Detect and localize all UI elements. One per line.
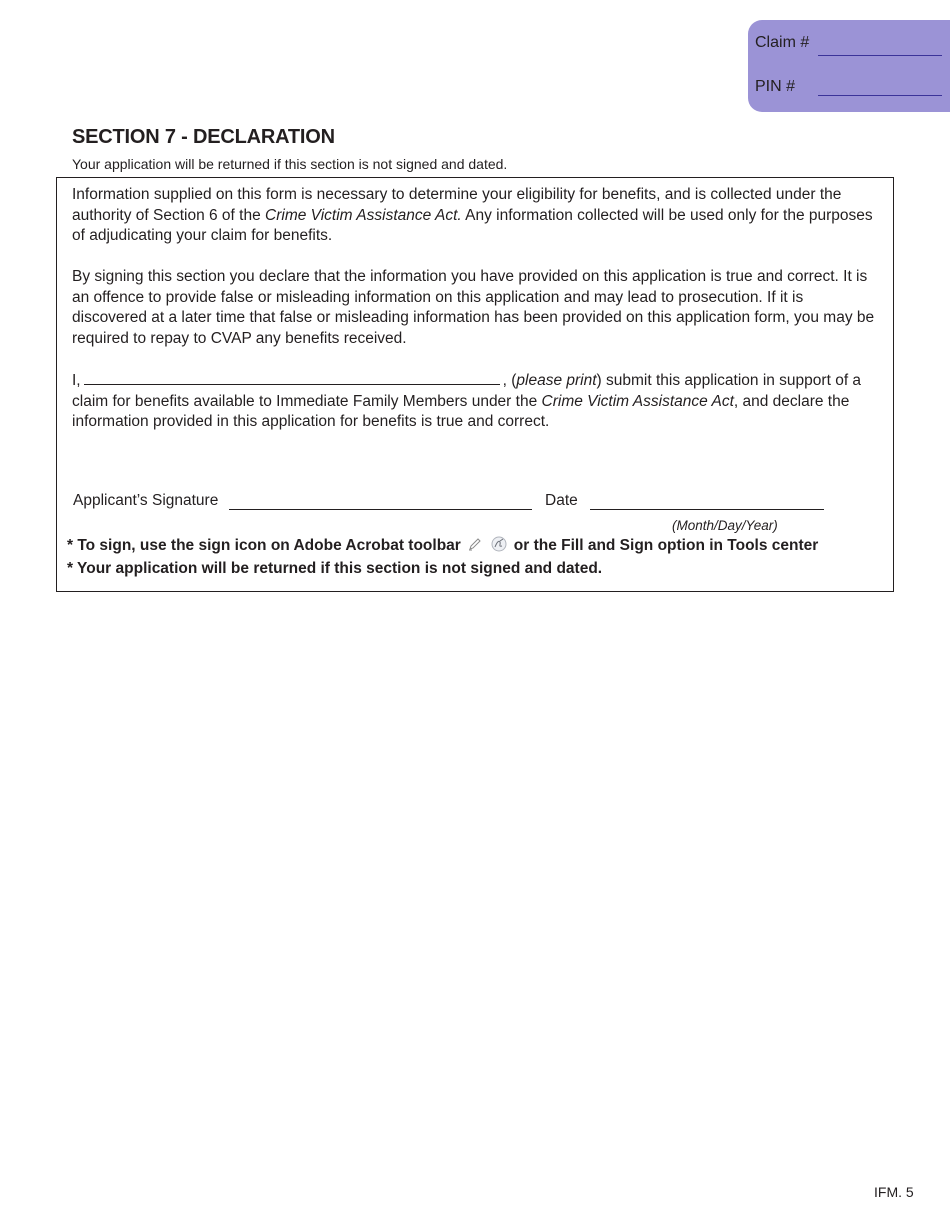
printed-name-field[interactable] bbox=[84, 370, 500, 385]
act-name: Crime Victim Assistance Act. bbox=[265, 206, 462, 224]
attestation-print-open: , ( bbox=[502, 372, 517, 389]
signing-instruction-b: or the Fill and Sign option in Tools center bbox=[513, 537, 819, 554]
privacy-text-b: Any information collected will be used only for the purposes of adjudicating your claim for benefits. bbox=[72, 206, 873, 245]
attestation-text-c: , and declare the information provided in this application for benefits is true and correct. bbox=[72, 392, 850, 431]
sign-icon bbox=[491, 536, 507, 552]
section-title: SECTION 7 - DECLARATION bbox=[72, 126, 335, 148]
signing-instruction-a: * To sign, use the sign icon on Adobe Acrobat toolbar bbox=[67, 537, 461, 554]
claim-number-label: Claim # bbox=[755, 34, 810, 51]
privacy-text-a: Information supplied on this form is necessary to determine your eligibility for benefits, and is collected under the authority of Section 6 of the bbox=[72, 186, 842, 224]
signature-label: Applicant’s Signature bbox=[73, 492, 219, 509]
please-print-note: please print bbox=[516, 372, 597, 389]
attestation-paragraph bbox=[72, 370, 880, 433]
date-field[interactable] bbox=[590, 509, 824, 510]
date-format-hint: (Month/Day/Year) bbox=[672, 518, 778, 533]
form-code: IFM. 5 bbox=[874, 1184, 914, 1200]
date-label: Date bbox=[545, 492, 578, 509]
section-subtitle: Your application will be returned if this section is not signed and dated. bbox=[72, 156, 508, 172]
pin-number-field[interactable] bbox=[818, 95, 942, 96]
privacy-paragraph bbox=[72, 185, 880, 247]
declaration-paragraph: By signing this section you declare that the information you have provided on this application is true and correct. It is an offence to provide false or misleading information on this application and may lead to prosecution. If it is discovered at a later time that false or misleading information has been provided on this application form, you may be required to repay to CVAP any benefits received. bbox=[72, 268, 875, 347]
attestation-text-b: ) submit this application in support of a claim for benefits available to Immediate Family Members under the bbox=[72, 372, 862, 410]
signature-field[interactable] bbox=[229, 509, 532, 510]
pen-icon bbox=[467, 536, 483, 552]
claim-pin-box bbox=[748, 20, 950, 112]
pin-number-label: PIN # bbox=[755, 78, 796, 95]
signing-instruction bbox=[67, 536, 818, 555]
act-name-2: Crime Victim Assistance Act bbox=[541, 392, 734, 410]
return-warning: * Your application will be returned if this section is not signed and dated. bbox=[67, 560, 603, 577]
attestation-i: I, bbox=[72, 372, 81, 389]
declaration-box bbox=[56, 177, 894, 592]
claim-number-field[interactable] bbox=[818, 55, 942, 56]
